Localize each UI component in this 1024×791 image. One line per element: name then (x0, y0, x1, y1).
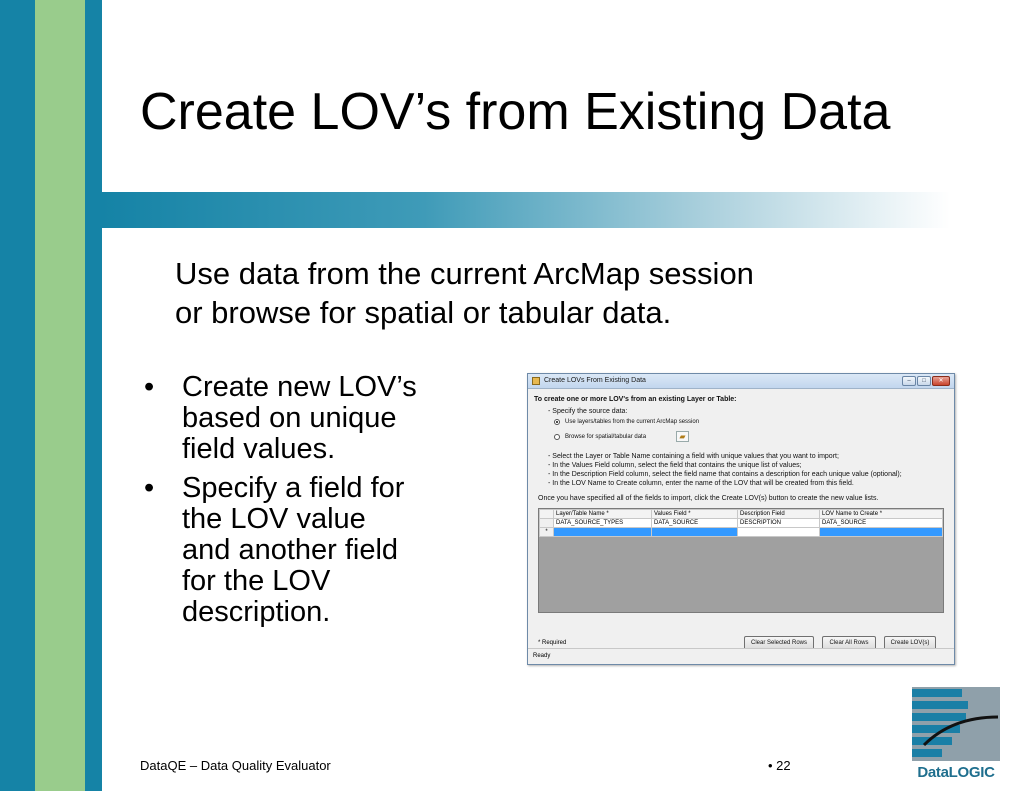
new-row-marker: * (540, 528, 554, 537)
source-label: - Specify the source data: (548, 408, 628, 415)
new-table-row[interactable] (540, 528, 943, 537)
page-number: • 22 (768, 758, 791, 773)
lov-grid[interactable] (538, 508, 944, 613)
bullet-item (140, 372, 500, 465)
clear-selected-rows-button[interactable]: Clear Selected Rows (744, 636, 814, 650)
column-header[interactable]: Description Field (738, 510, 820, 519)
table-cell-empty[interactable] (820, 528, 943, 537)
column-header[interactable]: Values Field * (652, 510, 738, 519)
subtitle-line: Use data from the current ArcMap session (175, 256, 754, 291)
dialog-body (528, 390, 954, 664)
instruction-line: - Select the Layer or Table Name containing a field with unique values that you want to import; (548, 453, 839, 460)
table-cell-empty[interactable] (738, 528, 820, 537)
row-header[interactable] (540, 519, 554, 528)
dialog-title: Create LOVs From Existing Data (544, 377, 646, 384)
maximize-button[interactable]: □ (917, 376, 931, 386)
instruction-line: - In the Values Field column, select the field that contains the unique list of values; (548, 462, 802, 469)
table-cell-empty[interactable] (652, 528, 738, 537)
table-cell[interactable]: DATA_SOURCE (652, 519, 738, 528)
bullet-list (140, 372, 500, 636)
once-text: Once you have specified all of the fields to import, click the Create LOV(s) button to create the new value lists. (538, 495, 879, 502)
logo-graphic (912, 687, 1000, 761)
close-button[interactable]: ✕ (932, 376, 950, 386)
table-header-row (540, 510, 943, 519)
bullet-line: description. (182, 596, 331, 628)
radio-current-label: Use layers/tables from the current ArcMap session (565, 419, 700, 425)
bullet-item (140, 473, 500, 628)
bullet-marker: • (144, 371, 155, 403)
dialog-heading: To create one or more LOV's from an existing Layer or Table: (534, 396, 737, 403)
create-lov-dialog (527, 373, 955, 665)
bullet-line: based on unique (182, 402, 397, 434)
logo-text: DataLOGIC (917, 764, 995, 781)
table-row[interactable] (540, 519, 943, 528)
title-gradient-band (102, 192, 1024, 228)
bullet-line: Specify a field for (182, 472, 405, 504)
column-header[interactable]: Layer/Table Name * (554, 510, 652, 519)
table-cell[interactable]: DESCRIPTION (738, 519, 820, 528)
minimize-button[interactable]: – (902, 376, 916, 386)
radio-browse[interactable] (554, 434, 560, 440)
app-icon (532, 377, 540, 385)
create-lovs-button[interactable]: Create LOV(s) (884, 636, 936, 650)
logo-stripes-icon (912, 687, 1000, 761)
left-teal-stripe (0, 0, 35, 791)
table-cell[interactable]: DATA_SOURCE_TYPES (554, 519, 652, 528)
datalogic-logo (912, 687, 1000, 787)
column-header[interactable]: LOV Name to Create * (820, 510, 943, 519)
radio-current-session[interactable] (554, 419, 560, 425)
window-controls (902, 376, 950, 386)
bullet-line: for the LOV (182, 565, 331, 597)
row-header-corner (540, 510, 554, 519)
left-teal-stripe-inner (85, 0, 102, 791)
left-green-stripe (35, 0, 85, 791)
bullet-marker: • (144, 472, 155, 504)
clear-all-rows-button[interactable]: Clear All Rows (822, 636, 876, 650)
status-bar (528, 648, 954, 664)
slide-subtitle (175, 254, 955, 332)
lov-table (539, 509, 943, 537)
footer-text: DataQE – Data Quality Evaluator (140, 758, 331, 773)
instruction-line: - In the LOV Name to Create column, enter the name of the LOV that will be created from this field. (548, 480, 854, 487)
bullet-line: and another field (182, 534, 399, 566)
bullet-line: the LOV value (182, 503, 366, 535)
required-note: * Required (538, 640, 567, 646)
dialog-titlebar[interactable] (528, 374, 954, 389)
subtitle-line: or browse for spatial or tabular data. (175, 295, 672, 330)
slide-title: Create LOV’s from Existing Data (140, 83, 891, 141)
table-cell[interactable]: DATA_SOURCE (820, 519, 943, 528)
browse-folder-icon[interactable]: ▰ (676, 431, 689, 442)
radio-browse-label: Browse for spatial/tabular data (565, 434, 647, 440)
instruction-line: - In the Description Field column, select the field name that contains a description for each unique value (optional); (548, 471, 902, 478)
bullet-line: Create new LOV’s (182, 371, 417, 403)
status-text: Ready (533, 653, 551, 659)
table-cell-empty[interactable] (554, 528, 652, 537)
bullet-line: field values. (182, 433, 336, 465)
